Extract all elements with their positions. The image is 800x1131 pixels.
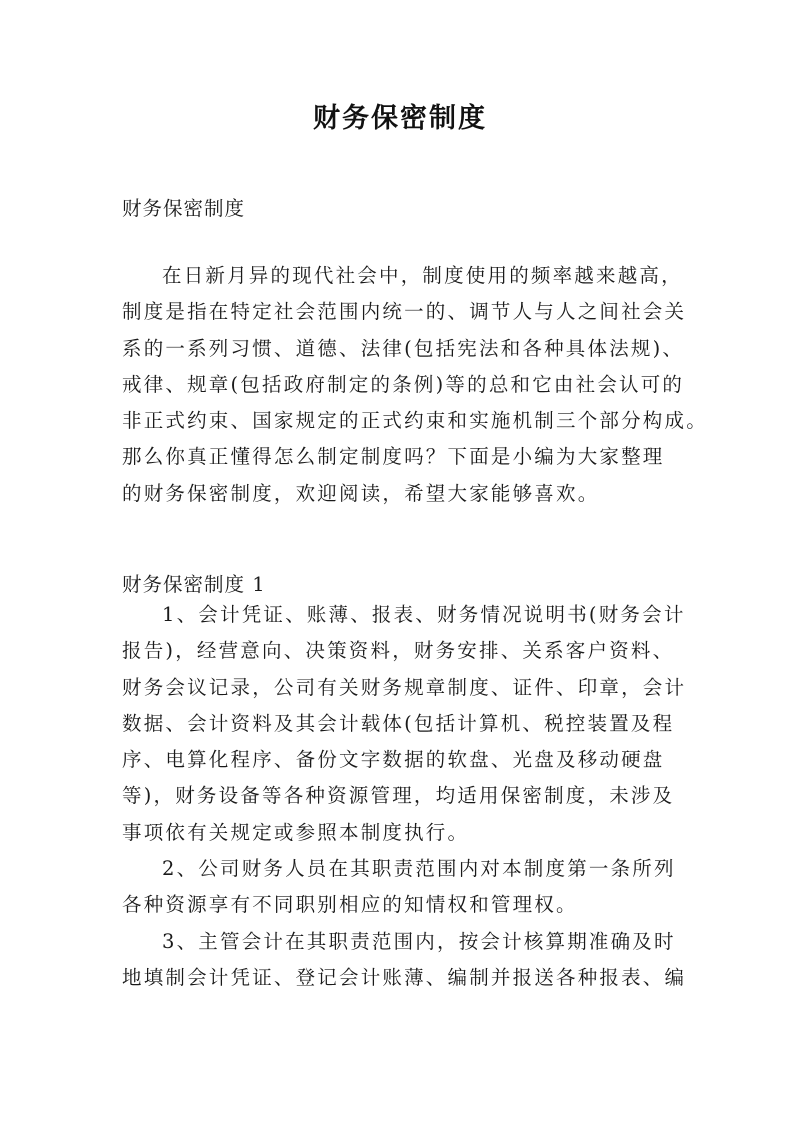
text-line: 财务会议记录，公司有关财务规章制度、证件、印章，会计 (122, 675, 687, 699)
text-line: 戒律、规章(包括政府制定的条例)等的总和它由社会认可的 (122, 372, 685, 396)
text-line: 2、公司财务人员在其职责范围内对本制度第一条所列 (162, 857, 676, 881)
text-line: 非正式约束、国家规定的正式约束和实施机制三个部分构成。 (122, 409, 708, 433)
text-line: 序、电算化程序、备份文字数据的软盘、光盘及移动硬盘 (122, 748, 665, 772)
intro-paragraph (122, 258, 708, 512)
document-subtitle: 财务保密制度 (122, 197, 246, 220)
text-line: 的财务保密制度，欢迎阅读，希望大家能够喜欢。 (122, 481, 600, 505)
text-line: 数据、会计资料及其会计载体(包括计算机、税控装置及程 (122, 711, 675, 735)
text-line: 在日新月异的现代社会中，制度使用的频率越来越高， (162, 264, 683, 287)
document-title: 财务保密制度 (313, 103, 487, 134)
text-line: 各种资源享有不同职别相应的知情权和管理权。 (122, 893, 578, 917)
section-heading: 财务保密制度 1 (122, 573, 266, 596)
text-line: 1、会计凭证、账薄、报表、财务情况说明书(财务会计 (162, 603, 686, 626)
text-line: 等)，财务设备等各种资源管理，均适用保密制度，未涉及 (122, 784, 675, 808)
text-line: 报告)，经营意向、决策资料，财务安排、关系客户资料、 (122, 639, 675, 663)
text-line: 3、主管会计在其职责范围内，按会计核算期准确及时 (162, 929, 676, 953)
text-line: 制度是指在特定社会范围内统一的、调节人与人之间社会关 (122, 300, 687, 324)
section1-body (122, 597, 702, 996)
text-line: 地填制会计凭证、登记会计账薄、编制并报送各种报表、编 (122, 965, 687, 989)
text-line: 事项依有关规定或参照本制度执行。 (122, 820, 470, 844)
text-line: 那么你真正懂得怎么制定制度吗？下面是小编为大家整理 (122, 445, 665, 469)
text-line: 系的一系列习惯、道德、法律(包括宪法和各种具体法规)、 (122, 336, 685, 360)
